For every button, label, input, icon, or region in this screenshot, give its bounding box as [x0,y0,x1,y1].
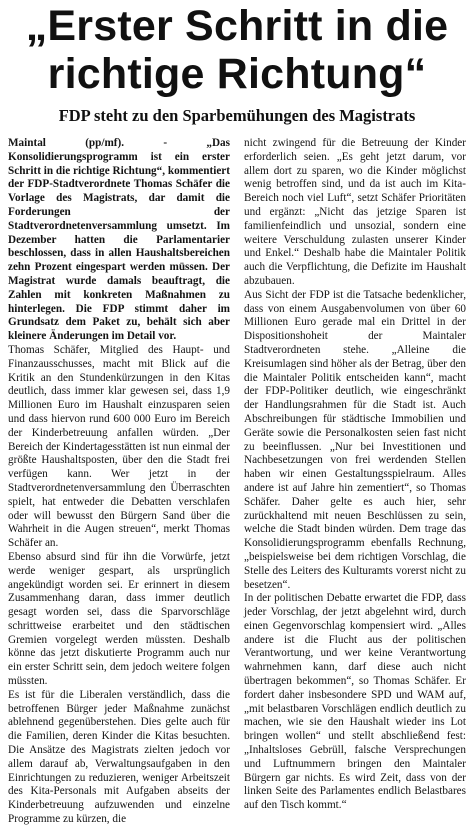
body-paragraph: nicht zwingend für die Betreuung der Kinder erforderlich seien. „Es geht jetzt darum, vor allem dort zu sparen, wo die Kinder möglichst wenig betroffen sind, und da ist auch im Kita-Bereich noch viel Luft“, setzt Schäfer Prioritäten und ergänzt: „Nicht das jetzige Sparen ist familienfeindlich und unsozial, sondern eine weitere Verschuldung zulasten unserer Kinder und Enkel.“ Deshalb habe die Maintaler Politik auch die Verpflichtung, die Defizite im Haushalt abzubauen. [244,137,466,287]
lead-paragraph [8,137,230,344]
body-paragraph: Ebenso absurd sind für ihn die Vorwürfe, jetzt werde weniger gespart, als ursprünglich angekündigt worden sei. Er erinnert in diesem Zusammenhang daran, dass immer deutlich gesagt worden sei, dass die Sparvorschläge schrittweise erarbeitet und den städtischen Gremien vorgelegt werden müssten. Deshalb könne das jetzt diskutierte Programm auch nur ein erster Schritt sein, dem jedoch weitere folgen müssten. [8,550,230,688]
newspaper-article [8,0,466,826]
dateline: Maintal (pp/mf). [8,137,125,149]
article-column-right [244,137,466,813]
body-paragraph: Es ist für die Liberalen verständlich, dass die betroffenen Bürger jeder Maßnahme zunächst ablehnend gegenüberstehen. Dies gelte auch für die Familien, deren Kinder die Kitas besuchten. Die Ansätze des Magistrats zielten jedoch vor allem darauf ab, Verwaltungsaufgaben in den Einrichtungen zu reduzieren, weniger Arbeitszeit des Kita-Personals mit Aufgaben abseits der Kinderbetreuung aufzuwenden und einzelne Programme zu kürzen, die [8,688,230,826]
article-column-left [8,137,230,827]
body-paragraph: In der politischen Debatte erwartet die FDP, dass jeder Vorschlag, der jetzt abgelehnt wird, durch einen Gegenvorschlag kompensiert wird. „Alles andere ist die Flucht aus der politischen Verantwortung, und wer keine Verantwortung wahrnehmen kann, darf diese auch nicht übertragen bekommen“, so Thomas Schäfer. Er fordert daher insbesondere SPD und WAM auf, „mit belastbaren Vorschlägen endlich deutlich zu machen, wie sie den Haushalt wieder ins Lot bringen wollen“ und stellt abschließend fest: „Inhaltsloses Gebrüll, falsche Versprechungen und Luftnummern bringen den Maintaler Bürgern gar nichts. Es wird Zeit, dass von der linken Seite des Parlamentes endlich Belastbares auf den Tisch kommt.“ [244,592,466,812]
headline [8,2,466,98]
lead-text: - „Das Konsolidierungsprogramm ist ein erster Schritt in die richtige Richtung“, kommentiert der FDP-Stadtverordnete Thomas Schäfer die Vorlage des Magistrats, dar damit die Forderungen der Stadtverordnetenversammlung umsetzt. Im Dezember hatten die Parlamentarier beschlossen, dass in allen Haushaltsbereichen zehn Prozent eingespart werden müssen. Der Magistrat wurde damals beauftragt, die Zahlen mit konkreten Maßnahmen zu hinterlegen. Die FDP stimmt daher im Grundsatz dem Paket zu, behält sich aber kleinere Änderungen im Detail vor. [8,137,230,343]
subheadline: FDP steht zu den Sparbemühungen des Magistrats [58,106,416,125]
body-paragraph: Aus Sicht der FDP ist die Tatsache bedenklicher, dass von einem Ausgabenvolumen von über 60 Millionen Euro gerade mal ein Drittel in der Dispositionshoheit der Maintaler Stadtverordneten stehe. „Alleine die Kreisumlagen sind höher als der Betrag, über den die Maintaler Politik entscheiden kann“, macht der FDP-Politiker deutlich, wie eingeschränkt der Handlungsrahmen für die Stadt ist. Auch Abschreibungen für städtische Immobilien und Geräte sowie die Personalkosten seien fast nicht zu beeinflussen. „Nur bei Investitionen und Nachbesetzungen von frei werdenden Stellen haben wir einen Gestaltungsspielraum. Alles andere ist auf Jahre hin zementiert“, so Thomas Schäfer. Daher gelte es auch hier, sehr zurückhaltend mit neuen Beschlüssen zu sein, welche die Stadt binden würden. Dem trage das Konsolidierungsprogramm ebenfalls Rechnung, „beispielsweise bei dem richtigen Vorschlag, die Stelle des Leiters des Kulturamts vorerst nicht zu besetzen“. [244,288,466,591]
headline-line-1: „Erster Schritt in die [25,2,449,50]
body-paragraph: Thomas Schäfer, Mitglied des Haupt- und Finanzausschusses, macht mit Blick auf die Kritik an den Stundenkürzungen in den Kitas deutlich, dass immer klar gewesen sei, dass 1,9 Millionen Euro im Haushalt einzusparen seien und dass hiervon rund 600 000 Euro im Bereich der Kinderbetreuung anfallen würden. „Der Bereich der Kindertagesstätten ist nun einmal der größte Haushaltsposten, über den die Stadt frei verfügen kann. Wer jetzt in der Stadtverordnetenversammlung den Überraschten spielt, hat entweder die Debatten verschlafen oder will bewusst den Bürgern Sand über die Wahrheit in die Augen streuen“, merkt Thomas Schäfer an. [8,343,230,550]
headline-line-2: richtige Richtung“ [47,50,427,98]
